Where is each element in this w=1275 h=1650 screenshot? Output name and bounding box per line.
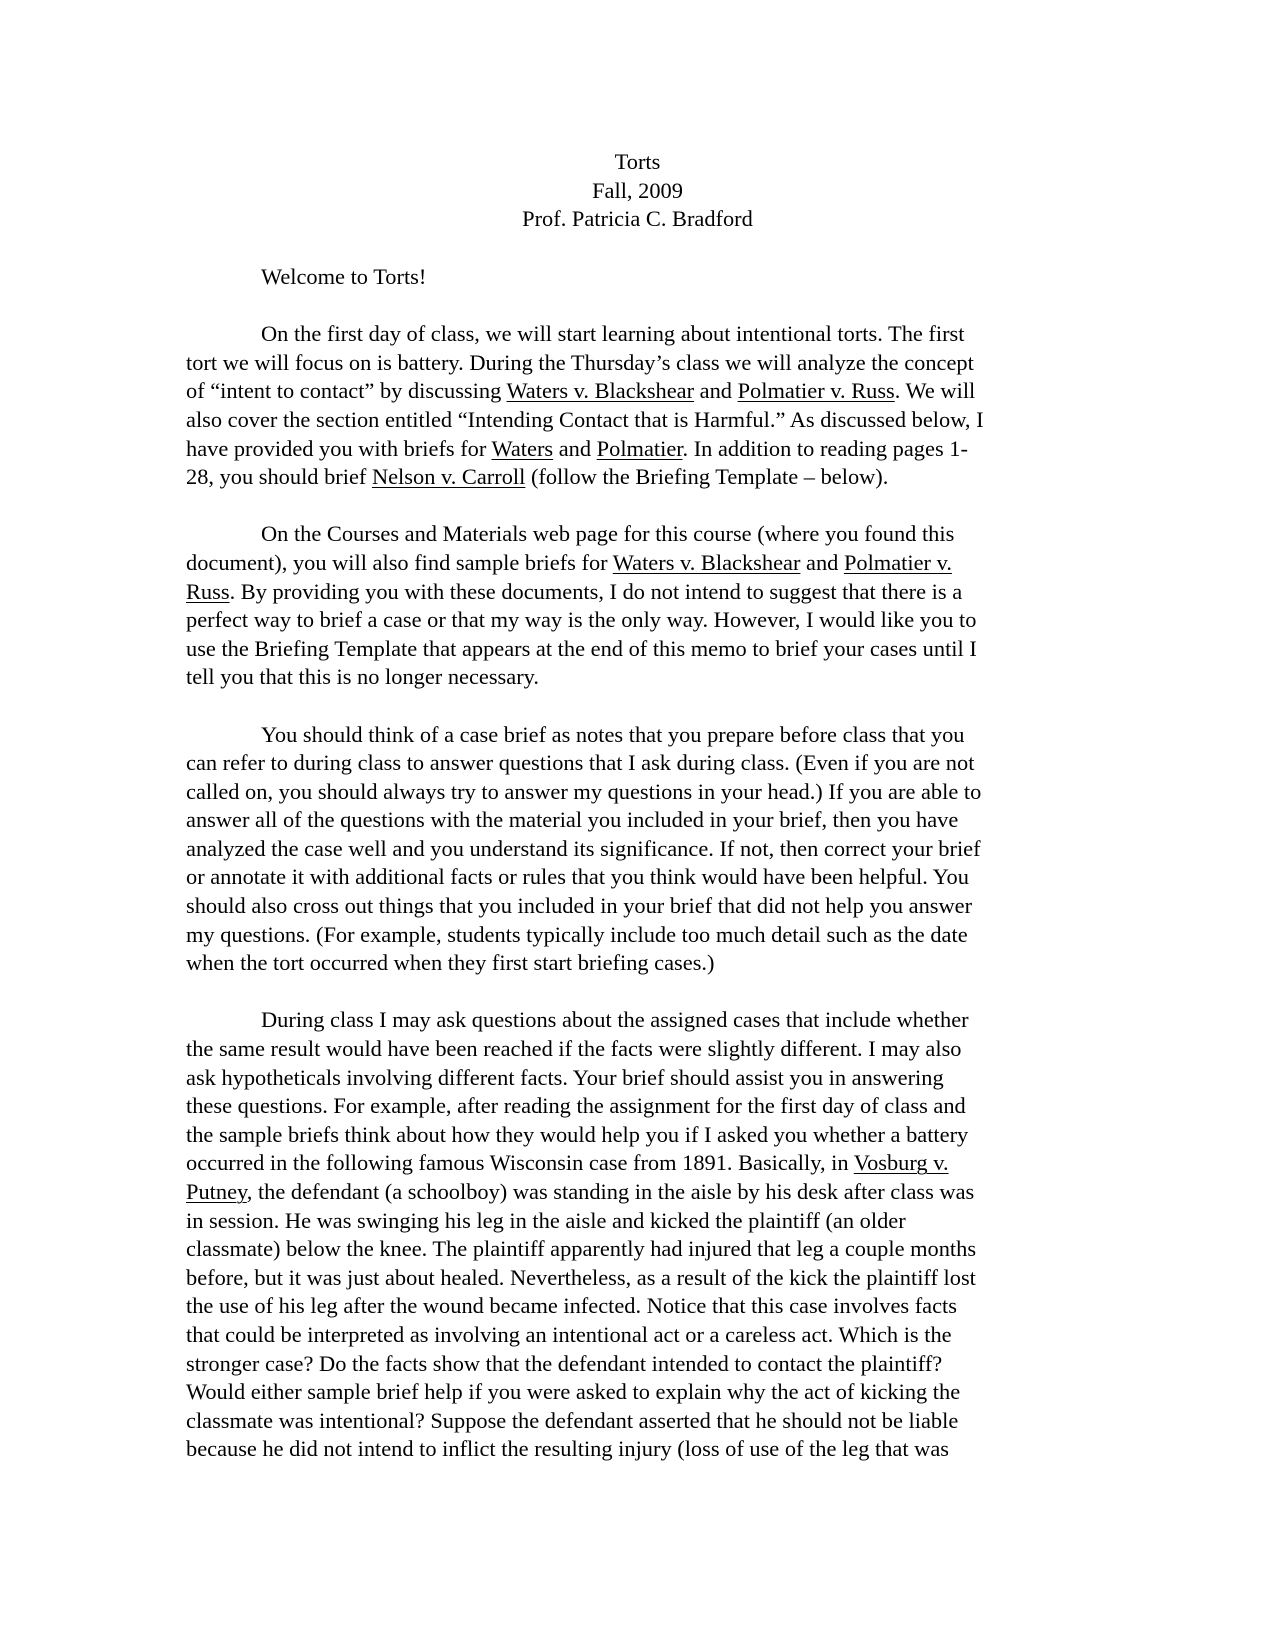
text-run: of “intent to contact” by discussing (186, 378, 507, 404)
document-heading (0, 148, 1275, 234)
text-line (186, 663, 1086, 692)
text-line (186, 1407, 1086, 1436)
case-citation: Polmatier v. Russ (737, 378, 895, 404)
text-line (186, 463, 1086, 492)
text-run: and (694, 378, 738, 404)
text-run: the same result would have been reached if the facts were slightly different. I may also (186, 1036, 962, 1062)
text-line (186, 1321, 1086, 1350)
text-line (186, 1064, 1086, 1093)
text-run: document), you will also find sample briefs for (186, 549, 613, 575)
text-run: use the Briefing Template that appears at the end of this memo to brief your cases until I (186, 635, 977, 661)
text-run: or annotate it with additional facts or rules that you think would have been helpful. You (186, 864, 969, 890)
text-line (186, 1092, 1086, 1121)
paragraph-gap (186, 292, 1086, 321)
text-run: (follow the Briefing Template – below). (525, 464, 889, 490)
text-line (186, 520, 1086, 549)
body-paragraph-2 (186, 520, 1086, 692)
text-run: On the first day of class, we will start learning about intentional torts. The first (261, 321, 965, 347)
text-line (186, 635, 1086, 664)
text-line (186, 606, 1086, 635)
text-run: my questions. (For example, students typically include too much detail such as the date (186, 921, 968, 947)
text-line (186, 835, 1086, 864)
text-line (186, 1264, 1086, 1293)
text-line (186, 406, 1086, 435)
text-run: analyzed the case well and you understand its significance. If not, then correct your brief (186, 835, 981, 861)
text-run: classmate) below the knee. The plaintiff apparently had injured that leg a couple months (186, 1236, 977, 1262)
case-citation: Polmatier v. (843, 549, 952, 575)
text-line (186, 1149, 1086, 1178)
text-run: classmate was intentional? Suppose the defendant asserted that he should not be liable (186, 1407, 959, 1433)
text-run: that could be interpreted as involving an intentional act or a careless act. Which is the (186, 1321, 952, 1347)
text-run: tort we will focus on is battery. During the Thursday’s class we will analyze the concept (186, 349, 974, 375)
text-run: . By providing you with these documents, I do not intend to suggest that there is a (229, 578, 963, 604)
case-citation: Polmatier (596, 435, 683, 461)
text-line (186, 749, 1086, 778)
text-line (186, 1121, 1086, 1150)
text-line (186, 1178, 1086, 1207)
greeting-text: Welcome to Torts! (261, 264, 427, 289)
paragraph-gap (186, 492, 1086, 521)
text-line (186, 349, 1086, 378)
body-paragraph-4 (186, 1006, 1086, 1464)
text-line (186, 578, 1086, 607)
document-body (186, 263, 1086, 1464)
paragraph-gap (186, 978, 1086, 1007)
text-line (186, 721, 1086, 750)
text-line (186, 1292, 1086, 1321)
text-line (186, 863, 1086, 892)
text-run: . We will (894, 378, 976, 404)
text-run: when the tort occurred when they first start briefing cases.) (186, 950, 715, 976)
text-run: have provided you with briefs for (186, 435, 492, 461)
text-run: You should think of a case brief as notes that you prepare before class that you (261, 721, 965, 747)
text-run: perfect way to brief a case or that my way is the only way. However, I would like you to (186, 607, 977, 633)
case-citation: Nelson v. Carroll (371, 464, 526, 490)
text-line (186, 949, 1086, 978)
case-citation: Russ (186, 578, 230, 604)
text-run: ask hypotheticals involving different facts. Your brief should assist you in answering (186, 1064, 944, 1090)
text-line (186, 778, 1086, 807)
text-run: in session. He was swinging his leg in the aisle and kicked the plaintiff (an older (186, 1207, 906, 1233)
text-run: before, but it was just about healed. Nevertheless, as a result of the kick the plaintiff lost (186, 1264, 976, 1290)
text-line (186, 1235, 1086, 1264)
text-run: the use of his leg after the wound became infected. Notice that this case involves facts (186, 1293, 957, 1319)
case-citation: Vosburg v. (853, 1150, 949, 1176)
case-citation: Waters (491, 435, 554, 461)
text-run: . In addition to reading pages 1- (682, 435, 968, 461)
course-term: Fall, 2009 (592, 177, 683, 203)
case-citation: Waters v. Blackshear (506, 378, 695, 404)
text-run: these questions. For example, after reading the assignment for the first day of class and (186, 1093, 966, 1119)
text-run: can refer to during class to answer questions that I ask during class. (Even if you are not (186, 750, 975, 776)
text-run: and (553, 435, 597, 461)
text-run: the sample briefs think about how they would help you if I asked you whether a battery (186, 1121, 969, 1147)
case-citation: Putney (186, 1179, 247, 1204)
text-run: Would either sample brief help if you were asked to explain why the act of kicking the (186, 1379, 961, 1405)
professor-name: Prof. Patricia C. Bradford (522, 206, 753, 232)
text-run: also cover the section entitled “Intending Contact that is Harmful.” As discussed below, I (186, 406, 984, 432)
greeting (186, 263, 1086, 292)
text-line (186, 435, 1086, 464)
text-line (186, 1035, 1086, 1064)
text-line (186, 1350, 1086, 1379)
case-citation: Waters v. Blackshear (612, 549, 801, 575)
text-run: and (800, 549, 844, 575)
text-run: , the defendant (a schoolboy) was standing in the aisle by his desk after class was (246, 1179, 975, 1204)
text-line (186, 1207, 1086, 1236)
text-run: 28, you should brief (186, 464, 372, 490)
text-run: called on, you should always try to answer my questions in your head.) If you are able to (186, 778, 982, 804)
text-run: answer all of the questions with the material you included in your brief, then you have (186, 807, 959, 833)
course-title: Torts (614, 149, 661, 174)
body-paragraph-1 (186, 320, 1086, 492)
text-run: During class I may ask questions about the assigned cases that include whether (261, 1007, 969, 1033)
text-line (186, 549, 1086, 578)
text-line (186, 377, 1086, 406)
text-run: should also cross out things that you included in your brief that did not help you answer (186, 893, 973, 919)
text-line (186, 1378, 1086, 1407)
text-line (186, 892, 1086, 921)
text-line (186, 1435, 1086, 1464)
text-run: tell you that this is no longer necessary. (186, 664, 539, 690)
text-line (186, 806, 1086, 835)
body-paragraph-3 (186, 721, 1086, 978)
text-line (186, 921, 1086, 950)
text-run: On the Courses and Materials web page for this course (where you found this (261, 521, 955, 547)
text-run: occurred in the following famous Wisconsin case from 1891. Basically, in (186, 1150, 854, 1176)
text-line (186, 320, 1086, 349)
text-run: stronger case? Do the facts show that the defendant intended to contact the plaintiff? (186, 1350, 943, 1376)
text-line (186, 1006, 1086, 1035)
paragraph-gap (186, 692, 1086, 721)
text-run: because he did not intend to inflict the resulting injury (loss of use of the leg that was (186, 1436, 949, 1462)
